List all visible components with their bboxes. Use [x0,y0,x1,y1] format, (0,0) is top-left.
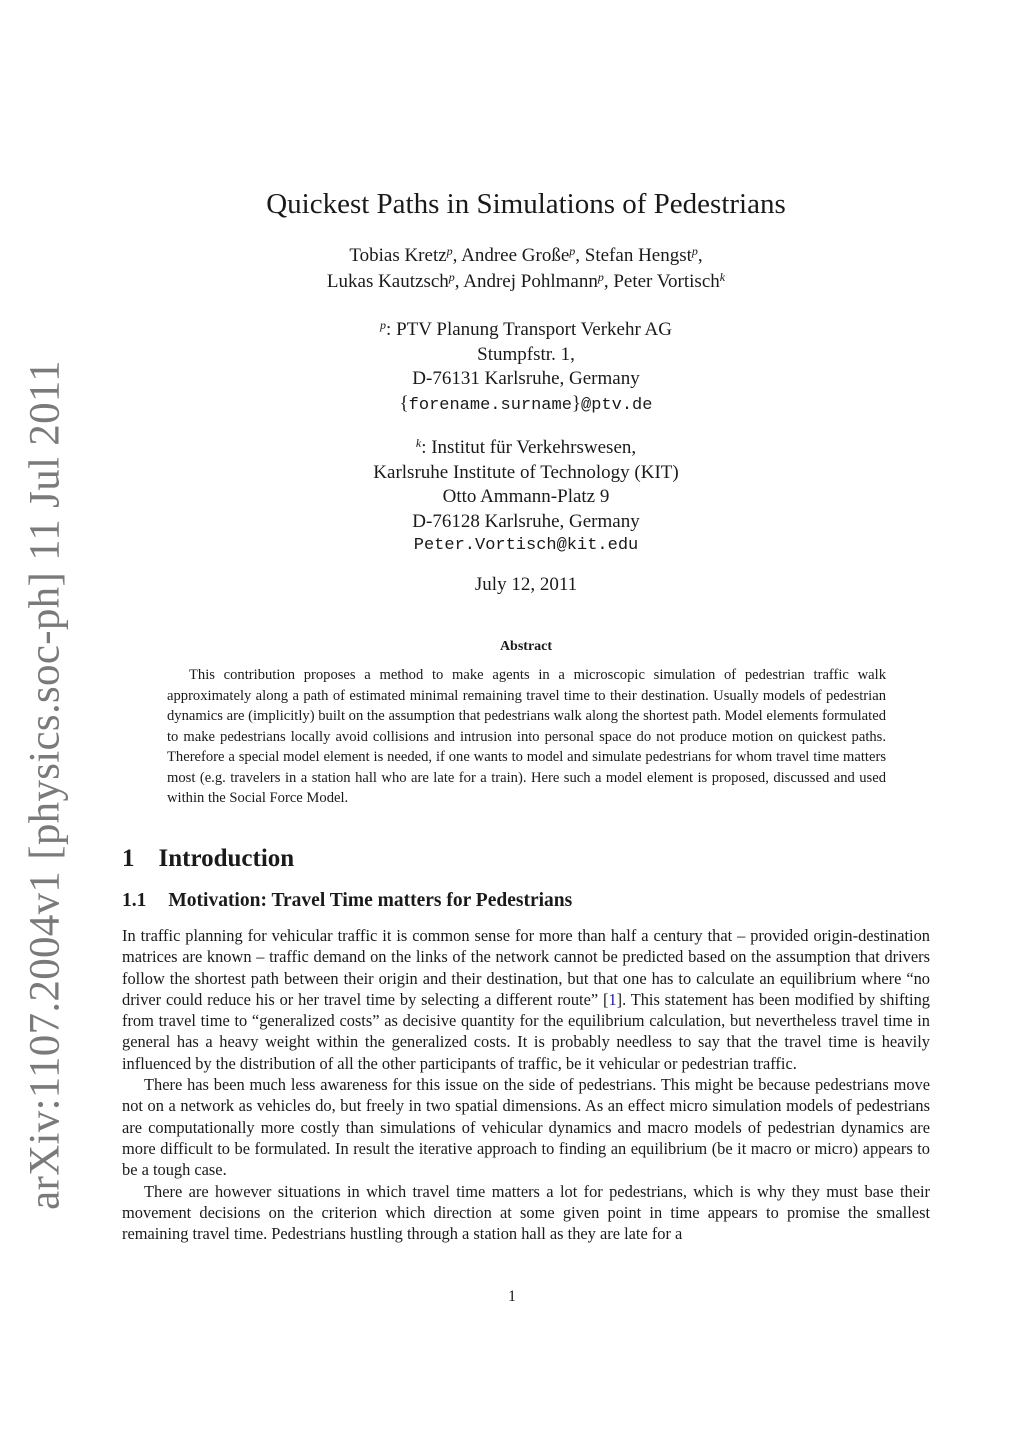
citation-link[interactable]: 1 [608,989,617,1009]
author-name: Lukas Kautzsch [326,271,449,292]
affiliation-marker: p [597,270,604,284]
paragraph: There has been much less awareness for this issue on the side of pedestrians. This might be because pedestrians move not on a network as vehicles do, but freely in two spatial dimensions. As an effect micro simulation models of pedestrians are computationally more costly than simulations of vehicular dynamics and macro models of pedestrian dynamics are more difficult to be formulated. In result the iterative approach to finding an equilibrium (be it macro or micro) appears to be a tough case. [122,1075,930,1180]
paper-title: Quickest Paths in Simulations of Pedestrians [266,188,786,220]
author-name: Tobias Kretz [349,245,447,266]
abstract-heading: Abstract [499,639,553,654]
affiliation-marker: p [448,270,455,284]
author-name: Andrej Pohlmann [463,271,598,292]
arxiv-identifier-stamp: arXiv:1107.2004v1 [physics.soc-ph] 11 Jul 2011 [21,360,69,1210]
author-line-1: Tobias Kretz$^p$, Andree Große$^p$, Stefan Hengst$^p$, [349,244,703,266]
section-heading [122,845,294,873]
page-number: 1 [508,1288,516,1305]
author-name: Stefan Hengst [584,245,692,266]
body-text [122,925,930,1244]
publication-date: July 12, 2011 [474,574,578,595]
affiliation-marker: p [569,244,576,258]
abstract-text: This contribution proposes a method to make agents in a microscopic simulation of pedestrian traffic walk approximately along a path of estimated minimal remaining travel time to their destination. Usually models of pedestrian dynamics are (implicitly) built on the assumption that pedestrians walk along the shortest path. Model elements formulated to make pedestrians locally avoid collisions and intrusion into personal space do not produce motion on quickest paths. Therefore a special model element is needed, if one wants to model and simulate pedestrians for whom travel time matters most (e.g. travelers in a station hall who are late for a train). Here such a model element is proposed, discussed and used within the Social Force Model. [167,667,886,806]
email-address: Peter.Vortisch@kit.edu [413,536,639,555]
affiliation-marker: p [380,318,387,332]
paragraph: There are however situations in which travel time matters a lot for pedestrians, which is why they must base their movement decisions on the criterion which direction at some given point in time appears to promise the smallest remaining travel time. Pedestrians hustling through a station hall as they are late for a [122,1181,930,1244]
affiliation-kit: $^k$: Institut für Verkehrswesen, Karlsruhe Institute of Technology (KIT) Otto Ammann-Platz 9 D-76128 Karlsruhe, Germany Peter.Vortisch@kit.edu [120,436,932,559]
email-address: {forename.surname}@ptv.de [399,392,653,415]
section-title: Introduction [158,845,295,872]
paragraph: In traffic planning for vehicular traffic it is common sense for more than half a century that – provided origin-destination matrices are known – traffic demand on the links of the network cannot be predicted based on the assumption that drivers follow the shortest path between their origin and their destination, but that one has to calculate an equilibrium where “no driver could reduce his or her travel time by selecting a different route” [1]. This statement has been modified by shifting from travel time to “generalized costs” as decisive quantity for the equilibrium calculation, but nevertheless travel time in general has a heavy weight within the generalized costs. It is probably needless to say that the travel time is heavily influenced by the distribution of all the other participants of traffic, be it vehicular or pedestrian traffic. [122,926,930,1073]
author-name: Peter Vortisch [613,271,720,292]
author-list [120,243,932,295]
affiliation-marker: k [719,270,726,284]
subsection-number: 1.1 [122,890,147,911]
section-number: 1 [122,845,135,872]
subsection-heading [122,890,572,912]
subsection-title: Motivation: Travel Time matters for Pedestrians [168,890,573,911]
affiliation-marker: p [691,244,698,258]
author-name: Andree Große [461,245,570,266]
affiliation-marker: k [415,436,422,450]
author-line-2: Lukas Kautzsch$^p$, Andrej Pohlmann$^p$, Peter Vortisch$^k$ [326,270,726,292]
affiliation-ptv: $^p$: PTV Planung Transport Verkehr AG Stumpfstr. 1, D-76131 Karlsruhe, Germany {forename.surname}@ptv.de [120,318,932,418]
affiliation-marker: p [446,244,453,258]
